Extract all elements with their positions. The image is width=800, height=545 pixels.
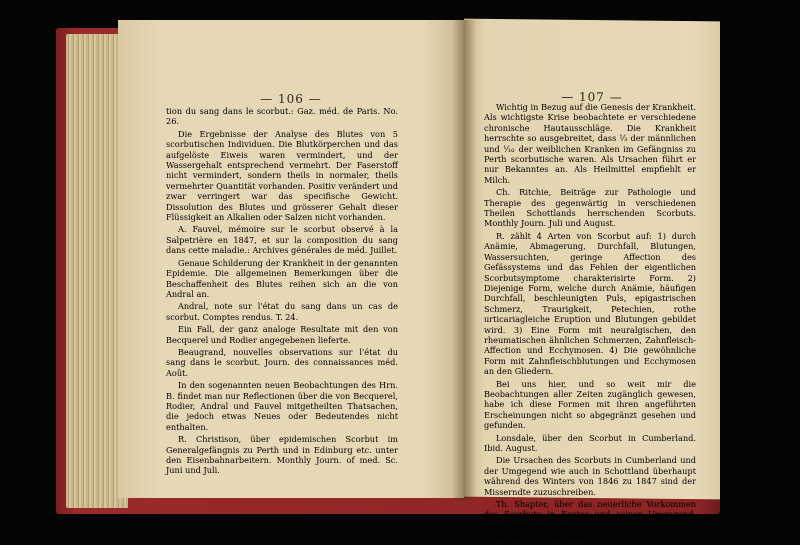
paragraph: Ein Fall, der ganz analoge Resultate mit den von Becquerel und Rodier angegebenen lieferte. [166, 324, 398, 345]
paragraph: A. Fauvel, mémoire sur le scorbut observé à la Salpetrière en 1847, et sur la composition du sang dans cette maladie.: Archives générales de méd. Juillet. [166, 224, 398, 256]
paragraph: R. Christison, über epidemischen Scorbut im Generalgefängnis zu Perth und in Edinburg etc. unter den Eisenbahnarbeitern. Monthly Journ. of med. Sc. Juni und Juli. [166, 434, 398, 476]
paragraph: Ch. Ritchie, Beiträge zur Pathologie und Therapie des gegenwärtig in verschiedenen Theilen Schottlands herrschenden Scorbuts. Monthly Journ. Juli und August. [484, 187, 696, 229]
paragraph: Beaugrand, nouvelles observations sur l'état du sang dans le scorbut. Journ. des connaissances méd. Août. [166, 346, 398, 378]
paragraph: Die Ergebnisse der Analyse des Blutes von 5 scorbutischen Individuen. Die Blutkörperchen und das aufgelöste Eiweis waren vermindert, und der Wassergehalt entsprechend vermehrt. Der Faserstoff nicht vermindert, sondern theils in normaler, theils vermehrter Quantität vorhanden. Positiv verändert und zwar verringert war das specifische Gewicht. Dissolution des Blutes und grösserer Gehalt dieser Flüssigkeit an Alkalien oder Salzen nicht vorhanden. [166, 128, 398, 223]
paragraph: Wichtig in Bezug auf die Genesis der Krankheit. Als wichtigste Krise beobachtete er verschiedene chronische Hautausschläge. Die Krankheit herrschte so ausgebreitet, dass ⅓ der männlichen und ⅒ der weiblichen Kranken im Gefängniss zu Perth scorbutische waren. Als Ursachen führt er nur Bekanntes an. Als Heilmittel empfiehlt er Milch. [484, 102, 696, 185]
paragraph: Andral, note sur l'état du sang dans un cas de scorbut. Comptes rendus. T. 24. [166, 301, 398, 322]
left-page-text [166, 106, 398, 478]
paragraph: Die Ursachen des Scorbuts in Cumberland und der Umgegend wie auch in Schottland überhaupt während des Winters von 1846 zu 1847 sind der Misserndte zuzuschreiben. [484, 455, 696, 497]
paragraph: Genaue Schilderung der Krankheit in der genannten Epidemie. Die allgemeinen Bemerkungen über die Beschaffenheit des Blutes reihen sich an die von Andral an. [166, 257, 398, 299]
paragraph: Bei uns hier, und so weit mir die Beobachtungen aller Zeiten zugänglich gewesen, habe ich diese Formen mit ihren angeführten Erscheinungen nicht so abgegränzt gesehen und gefunden. [484, 378, 696, 431]
right-page-text [484, 102, 696, 545]
paragraph: Enthält nur Bekanntes. [496, 532, 593, 543]
paragraph: R. zählt 4 Arten von Scorbut auf: 1) durch Anämie, Abmagerung, Durchfall, Blutungen, Wassersuchten, geringe Affection des Gefässystems und das Fehlen der eigentlichen Scorbutsymptome charakterisirte Form. 2) Diejenige Form, welche durch Anämie, häufigen Durchfall, beschleunigten Puls, epigastrischen Schmerz, Traurigkeit, Petechien, rothe urticariagleiche Eruption und Blutungen gebildet wird. 3) Eine Form mit neuralgischen, den rheumatischen ähnlichen Schmerzen, Zahnfleisch-Affection und Ecchymosen. 4) Die gewöhnliche Form mit Zahnfleischblutungen und Ecchymosen an den Gliedern. [484, 230, 696, 377]
paragraph: Lonsdale, über den Scorbut in Cumberland. Ibid. August. [484, 432, 696, 453]
paragraph: Th. Shapter, über das neuerliche Vorkommen des Scorbuts in Exeter und seiner Umgegend. Lond. med. Gaz. Mai. [484, 499, 696, 530]
paragraph: In den sogenannten neuen Beobachtungen des Hrn. B. findet man nur Reflectionen über die von Becquerel, Rodier, Andral und Fauvel mitgetheilten Thatsachen, die jedoch etwas Neues oder Bedeutendes nicht enthalten. [166, 380, 398, 432]
open-book [56, 10, 724, 543]
page-number-left: — 106 — [260, 92, 322, 106]
page-number-right: — 107 — [561, 89, 623, 105]
paragraph: tion du sang dans le scorbut.: Gaz. méd. de Paris. No. 26. [166, 106, 398, 127]
